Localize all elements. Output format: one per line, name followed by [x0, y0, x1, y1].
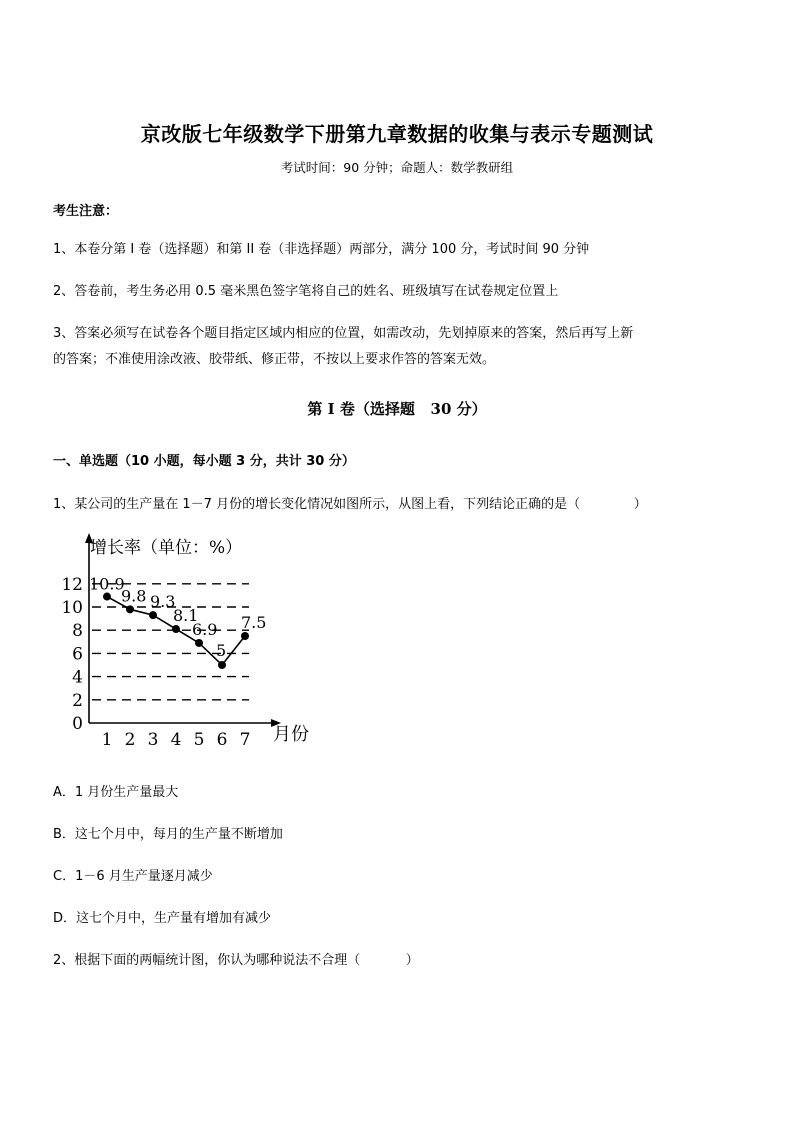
- data-label: 8.1: [173, 606, 199, 626]
- part-heading: 一、单选题（10 小题，每小题 3 分，共计 30 分）: [53, 454, 355, 469]
- question-1-stem: 1、某公司的生产量在 1－7 月份的增长变化情况如图所示，从图上看，下列结论正确的是（ ）: [53, 497, 647, 512]
- data-label: 9.8: [121, 586, 147, 606]
- chart-svg: [55, 530, 335, 755]
- data-label: 9.3: [150, 592, 176, 612]
- option-c[interactable]: C．1－6 月生产量逐月减少: [53, 869, 213, 884]
- x-tick-label: 3: [147, 730, 159, 750]
- notice-item-1: 1、本卷分第 I 卷（选择题）和第 II 卷（非选择题）两部分，满分 100 分，考试时间 90 分钟: [53, 242, 590, 257]
- notice-heading: 考生注意：: [53, 204, 119, 219]
- y-tick-label: 4: [72, 667, 83, 688]
- data-point: [126, 605, 134, 613]
- data-point: [195, 639, 203, 647]
- x-tick-label: 1: [101, 730, 113, 750]
- y-axis-label: 增长率（单位：%）: [90, 538, 243, 558]
- exam-info: 考试时间：90 分钟；命题人：数学教研组: [280, 160, 514, 175]
- y-tick-label: 2: [72, 690, 83, 711]
- x-tick-label: 5: [193, 730, 205, 750]
- data-label: 6.9: [192, 619, 218, 639]
- notice-item-2: 2、答卷前，考生务必用 0.5 毫米黑色签字笔将自己的姓名、班级填写在试卷规定位置上: [53, 284, 559, 299]
- option-b[interactable]: B．这七个月中，每月的生产量不断增加: [53, 827, 283, 842]
- y-tick-label: 8: [72, 621, 83, 642]
- page-title: 京改版七年级数学下册第九章数据的收集与表示专题测试: [140, 122, 654, 146]
- growth-rate-chart: [55, 530, 335, 755]
- x-tick-label: 7: [239, 730, 251, 750]
- x-tick-label: 4: [170, 730, 182, 750]
- notice-item-3-continued: 的答案；不准使用涂改液、胶带纸、修正带，不按以上要求作答的答案无效。: [53, 352, 496, 367]
- data-label: 7.5: [241, 613, 267, 632]
- y-tick-label: 0: [72, 714, 83, 734]
- option-d[interactable]: D．这七个月中，生产量有增加有减少: [53, 911, 272, 926]
- data-point: [241, 632, 249, 640]
- data-point: [103, 593, 111, 601]
- option-a[interactable]: A．1 月份生产量最大: [53, 785, 179, 800]
- y-tick-label: 10: [61, 598, 83, 618]
- question-2-stem: 2、根据下面的两幅统计图，你认为哪种说法不合理（ ）: [53, 953, 419, 968]
- data-point: [172, 625, 180, 633]
- y-tick-label: 12: [61, 574, 83, 595]
- x-tick-label: 2: [124, 730, 136, 750]
- x-tick-label: 6: [216, 730, 228, 750]
- data-label: 5: [216, 641, 227, 660]
- data-point: [149, 611, 157, 619]
- data-label: 10.9: [89, 574, 125, 594]
- data-point: [218, 661, 226, 669]
- notice-item-3: 3、答案必须写在试卷各个题目指定区域内相应的位置，如需改动，先划掉原来的答案，然后再写上新: [53, 326, 634, 341]
- x-axis-label: 月份: [273, 724, 309, 745]
- y-tick-label: 6: [72, 644, 83, 665]
- section-title: 第 I 卷（选择题 30 分）: [307, 400, 487, 418]
